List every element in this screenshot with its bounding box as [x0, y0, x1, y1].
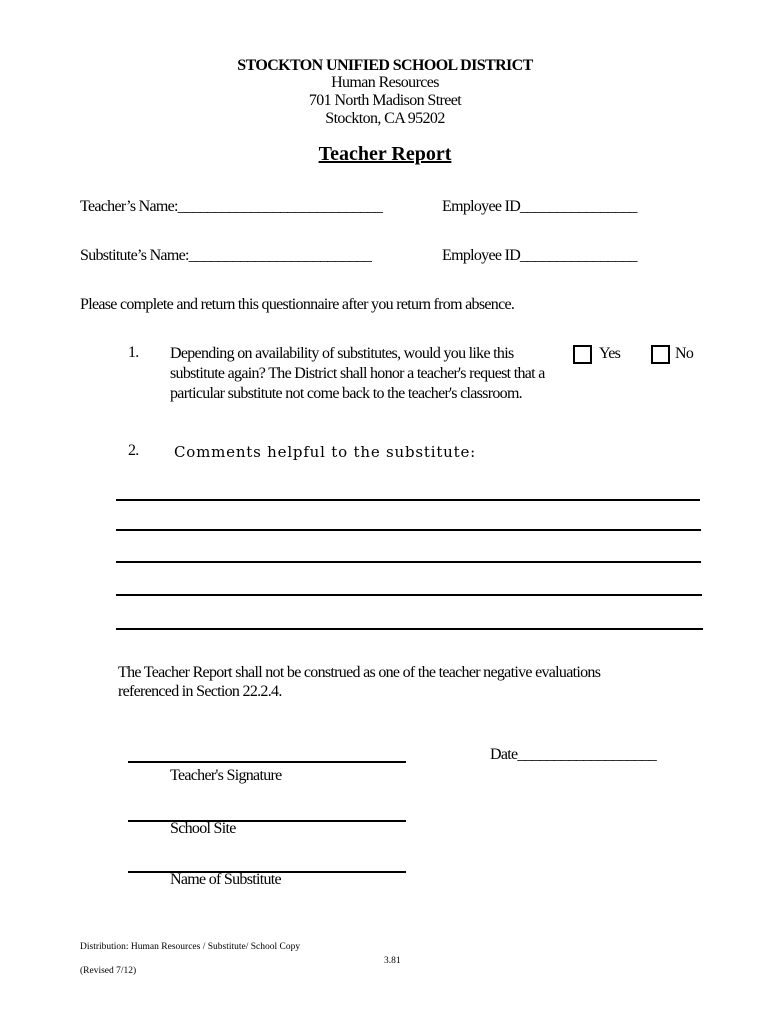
comment-line-5[interactable]: [116, 628, 703, 630]
no-label: No: [675, 345, 694, 362]
yes-label: Yes: [599, 345, 621, 362]
teacher-signature-line[interactable]: [128, 761, 406, 763]
city-address: Stockton, CA 95202: [325, 110, 445, 127]
question-1-number: 1.: [128, 344, 139, 361]
no-checkbox[interactable]: [651, 345, 670, 364]
comment-line-3[interactable]: [116, 561, 701, 563]
note-line-1: The Teacher Report shall not be construed as one of the teacher negative evaluations: [118, 664, 601, 681]
revised-date: (Revised 7/12): [80, 966, 137, 976]
note-line-2: referenced in Section 22.2.4.: [118, 683, 282, 700]
comment-line-2[interactable]: [116, 529, 701, 531]
teacher-employee-id-field[interactable]: Employee ID________________: [442, 198, 637, 215]
question-1-text: Depending on availability of substitutes, would you like this substitute again? The District shall honor a teacher's request that a particular substitute not come back to the teacher's classroom.: [170, 345, 545, 402]
teacher-name-field[interactable]: Teacher’s Name:____________________________: [80, 198, 383, 215]
substitute-employee-id-field[interactable]: Employee ID________________: [442, 247, 637, 264]
comment-line-4[interactable]: [116, 594, 702, 596]
page-title: Teacher Report: [318, 143, 452, 165]
instructions: Please complete and return this questionnaire after you return from absence.: [80, 296, 515, 313]
school-site-label: School Site: [170, 820, 236, 837]
question-2-text: Comments helpful to the substitute:: [174, 443, 476, 461]
teacher-signature-label: Teacher's Signature: [170, 767, 282, 784]
date-field[interactable]: Date___________________: [490, 746, 657, 763]
yes-checkbox[interactable]: [573, 345, 592, 364]
street-address: 701 North Madison Street: [308, 92, 462, 109]
district-name: STOCKTON UNIFIED SCHOOL DISTRICT: [237, 57, 533, 74]
department: Human Resources: [331, 74, 439, 91]
distribution-note: Distribution: Human Resources / Substitute/ School Copy: [80, 942, 301, 952]
substitute-name-label: Name of Substitute: [170, 871, 281, 888]
substitute-name-field[interactable]: Substitute’s Name:_________________________: [80, 247, 372, 264]
question-2-number: 2.: [128, 442, 139, 459]
form-code: 3.81: [384, 956, 401, 966]
comment-line-1[interactable]: [116, 499, 700, 501]
